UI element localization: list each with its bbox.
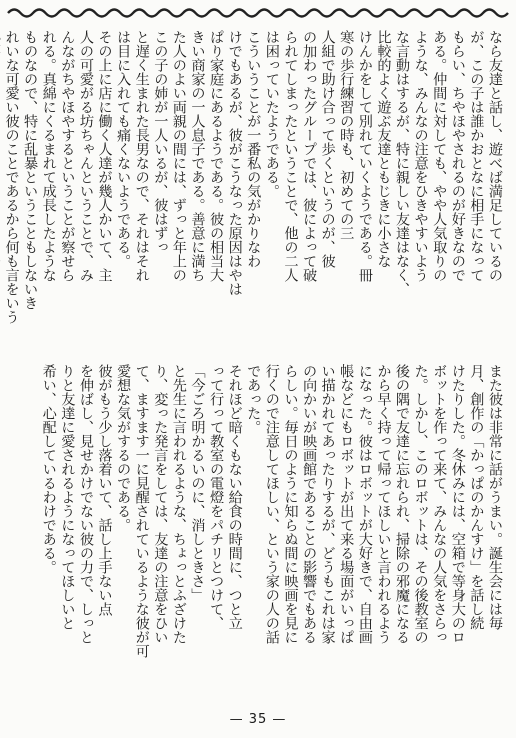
text-column: それほど暗くもない給食の時間に、つと立 <box>226 364 243 630</box>
text-column: ぱり家庭にあるようである。彼の相当大 <box>208 30 225 282</box>
text-column: 「今ごろ明かるいのに、消しときさ」 <box>189 364 206 602</box>
text-column: ものなので、特に乱暴ということもしないき <box>22 30 39 310</box>
text-column: を伸ばし、見せかけでない彼の力で、しっと <box>77 364 94 644</box>
text-column: と遅く生まれた長男なので、それはそれ <box>133 30 150 282</box>
text-column: 比較的よく遊ぶ友達ともじきに小さな <box>375 30 392 268</box>
text-column: 希い、心配しているわけである。 <box>40 364 57 574</box>
text-column: ような、みんなの注意をひきやすいよう <box>412 30 429 282</box>
text-column: て、ますます一に見醒されているような彼が可 <box>133 364 150 658</box>
text-column: んながちやほやするということが察せら <box>59 30 76 282</box>
text-column: い描かれてあったりするが、どうもこれは家 <box>319 364 336 644</box>
text-column: れいな可愛い彼のことであるから何も言をいう <box>3 30 20 324</box>
text-column: 後の隅で友達に忘れられ、掃除の邪魔になる <box>394 364 411 644</box>
text-column: また彼は非常に話がうまい。誕生会には毎 <box>487 364 503 630</box>
text-column: が、この子は誰かおとなに相手になって <box>468 30 485 282</box>
upper-text-block <box>3 30 504 351</box>
text-column: から早く持って帰ってほしいと言われるよう <box>375 364 392 644</box>
text-column: 人の可愛がる坊ちゃんということで、み <box>77 30 94 282</box>
text-column: ある。仲間に対しても、やや人気取りの <box>431 30 448 282</box>
text-column: は目に入れても痛くないようである。 <box>115 30 132 268</box>
text-column: って行って教室の電燈をパチリとつけて、 <box>208 364 225 630</box>
text-column: れる。真綿にくるまれて成長したような <box>40 30 57 282</box>
text-column: は困っていたようである。 <box>263 30 280 198</box>
text-column: けでもあるが、彼がこうなった原因はやは <box>226 30 243 296</box>
text-column: 彼がもう少し落着いて、話し上手ない点 <box>96 364 113 616</box>
text-column <box>0 30 2 351</box>
text-column: なら友達と話し、遊べば満足しているの <box>487 30 503 282</box>
text-column: 行くので注意してほしい、という家の人の話 <box>263 364 280 644</box>
text-column: た人のよい両親の間には、ずっと年上の <box>170 30 187 282</box>
text-column: 人組で助け合って歩くというのが、彼 <box>319 30 336 268</box>
text-column: であった。 <box>245 364 262 434</box>
text-column: の加わったグループでは、彼によって破 <box>301 30 318 282</box>
decorative-wave-border <box>8 6 508 20</box>
text-column: になった。彼はロボットが大好きで、自由画 <box>356 364 373 644</box>
lower-text-block <box>12 364 504 701</box>
text-column: ボットを作って来て、みんなの人気をさらっ <box>431 364 448 644</box>
text-column: らしい。毎日のように知らぬ間に映画を見に <box>282 364 299 644</box>
text-column: り、変った発言をしては、友達の注意をひい <box>152 364 169 644</box>
text-column: な言動はするが、特に親しい友達はなく、 <box>394 30 411 296</box>
text-column: りと友達に愛されるようになってほしいと <box>59 364 76 630</box>
text-column: と先生に言われるような、ちょっとふざけた <box>170 364 187 644</box>
text-column: の向かいが映画館であることの影響でもある <box>301 364 318 644</box>
text-column: その上に店に働く人達が幾人かいて、主 <box>96 30 113 282</box>
text-column: 愛想な気がするのである。 <box>115 364 132 532</box>
text-column: この子の姉が一人いるが、彼はずっ <box>152 30 169 254</box>
text-column: けんかをして別れていくようである。冊 <box>356 30 373 282</box>
text-column: もらい、ちやほやされるのが好きなので <box>449 30 466 282</box>
page-number: — 35 — <box>229 712 287 727</box>
text-column: た。しかし、このロボットは、その後教室の <box>412 364 429 644</box>
text-column: けたりした。冬休みには、空箱で等身大のロ <box>449 364 466 644</box>
text-column: きい商家の一人息子である。善意に満ち <box>189 30 206 282</box>
text-column: 月、創作の「かっぱのかんすけ」を話し続 <box>468 364 485 630</box>
text-column: られてしまったということで、他の二人 <box>282 30 299 282</box>
text-column: 帳などにもロボットが出て来る場面がいっぱ <box>338 364 355 644</box>
text-column: こういうことが一番私の気がかりなわ <box>245 30 262 268</box>
text-column: 寒の歩行練習の時も、初めての三 <box>338 30 355 240</box>
